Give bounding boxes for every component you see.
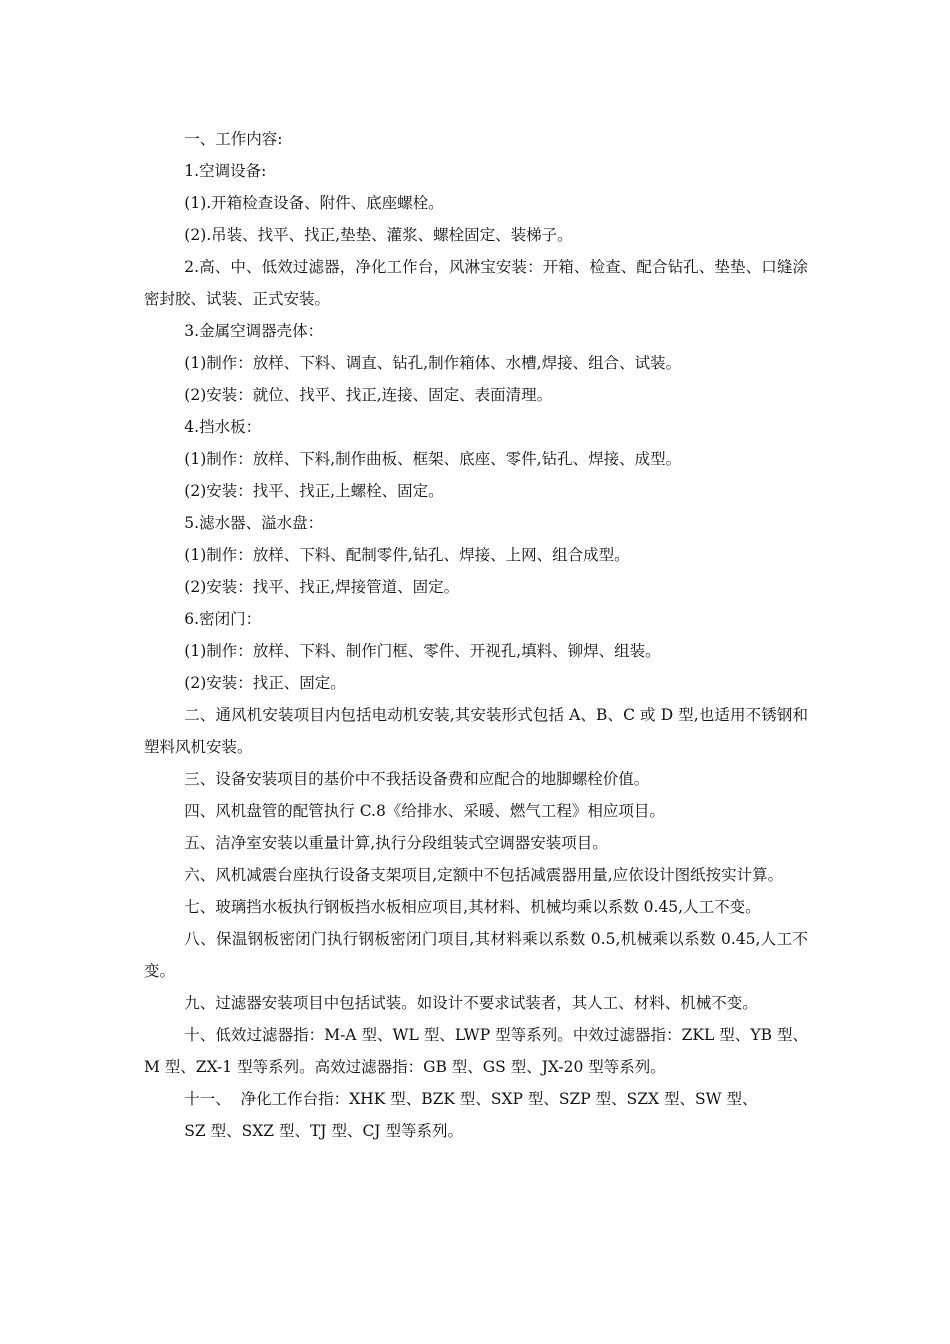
clause-6-fan-damping-base: 六、风机减震台座执行设备支架项目,定额中不包括减震器用量,应依设计图纸按实计算。 bbox=[184, 866, 784, 884]
subitem-unpack-inspect: (1).开箱检查设备、附件、底座螺栓。 bbox=[184, 194, 444, 212]
document-body bbox=[144, 123, 808, 1147]
clause-7-glass-water-baffle: 七、玻璃挡水板执行钢板挡水板相应项目,其材料、机械均乘以系数 0.45,人工不变。 bbox=[184, 898, 761, 916]
item-air-conditioning-equipment: 1.空调设备: bbox=[184, 162, 267, 180]
clause-5-clean-room: 五、洁净室安装以重量计算,执行分段组装式空调器安装项目。 bbox=[184, 834, 608, 852]
subitem-baffle-installation: (2)安装：找平、找正,上螺栓、固定。 bbox=[184, 482, 444, 500]
clause-8-insulated-door: 八、保温钢板密闭门执行钢板密闭门项目,其材料乘以系数 0.5,机械乘以系数 0.45,人工不变。 bbox=[144, 930, 808, 980]
item-airtight-door: 6.密闭门： bbox=[184, 610, 262, 628]
subitem-water-filter-installation: (2)安装：找平、找正,焊接管道、固定。 bbox=[184, 578, 460, 596]
item-water-filter-overflow-pan: 5.滤水器、溢水盘： bbox=[184, 514, 324, 532]
item-metal-ac-shell: 3.金属空调器壳体： bbox=[184, 322, 324, 340]
clause-11-clean-bench-types: 十一、 净化工作台指：XHK 型、BZK 型、SXP 型、SZP 型、SZX 型、SW 型、 bbox=[184, 1090, 758, 1108]
subitem-door-fabrication: (1)制作：放样、下料、制作门框、零件、开视孔,填料、铆焊、组装。 bbox=[184, 642, 661, 660]
subitem-shell-fabrication: (1)制作：放样、下料、调直、钻孔,制作箱体、水槽,焊接、组合、试装。 bbox=[184, 354, 682, 372]
clause-10-filter-types: 十、低效过滤器指：M-A 型、WL 型、LWP 型等系列。中效过滤器指：ZKL 型、YB 型、M 型、ZX-1 型等系列。高效过滤器指：GB 型、GS 型、JX-20 型等系列。 bbox=[144, 1026, 808, 1076]
item-water-baffle: 4.挡水板： bbox=[184, 418, 262, 436]
clause-11-clean-bench-types-cont: SZ 型、SXZ 型、TJ 型、CJ 型等系列。 bbox=[184, 1122, 463, 1140]
item-filters-installation: 2.高、中、低效过滤器，净化工作台，风淋宝安装：开箱、检查、配合钻孔、垫垫、口缝涂密封胶、试装、正式安装。 bbox=[144, 258, 808, 308]
clause-3-base-price: 三、设备安装项目的基价中不我括设备费和应配合的地脚螺栓价值。 bbox=[184, 770, 650, 788]
subitem-shell-installation: (2)安装：就位、找平、找正,连接、固定、表面清理。 bbox=[184, 386, 553, 404]
subitem-water-filter-fabrication: (1)制作：放样、下料、配制零件,钻孔、焊接、上网、组合成型。 bbox=[184, 546, 630, 564]
subitem-baffle-fabrication: (1)制作：放样、下料,制作曲板、框架、底座、零件,钻孔、焊接、成型。 bbox=[184, 450, 682, 468]
clause-2-fan-installation: 二、通风机安装项目内包括电动机安装,其安装形式包括 A、B、C 或 D 型,也适用不锈钢和塑料风机安装。 bbox=[144, 706, 808, 756]
subitem-door-installation: (2)安装：找正、固定。 bbox=[184, 674, 346, 692]
clause-9-filter-trial: 九、过滤器安装项目中包括试装。如设计不要求试装者，其人工、材料、机械不变。 bbox=[184, 994, 758, 1012]
clause-4-fan-coil-piping: 四、风机盘管的配管执行 C.8《给排水、采暖、燃气工程》相应项目。 bbox=[184, 802, 665, 820]
subitem-hoisting: (2).吊装、找平、找正,垫垫、灌浆、螺栓固定、装梯子。 bbox=[184, 226, 573, 244]
section-heading-work-content: 一、工作内容: bbox=[184, 130, 283, 148]
